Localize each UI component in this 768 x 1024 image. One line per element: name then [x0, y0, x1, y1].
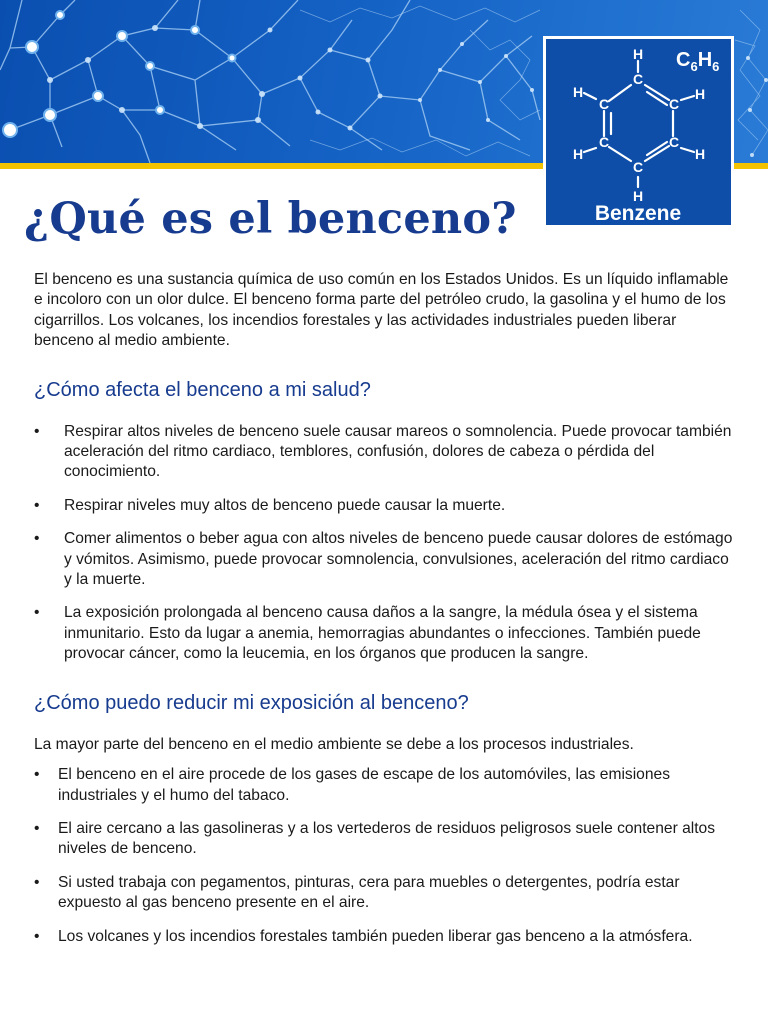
atom-label: H [572, 84, 584, 100]
page-title: ¿Qué es el benceno? [24, 194, 517, 244]
list-item [34, 765, 734, 806]
bullet-icon: • [34, 819, 40, 837]
bond [647, 92, 667, 105]
list-item-text: Respirar niveles muy altos de benceno puede causar la muerte. [64, 496, 506, 514]
atom-label: C [632, 159, 644, 175]
bond [609, 147, 631, 161]
bond [609, 85, 631, 101]
chemical-formula: $C_6H_6$ [676, 49, 720, 74]
list-item-text: Los volcanes y los incendios forestales también pueden liberar gas benceno a la atmósfera. [58, 927, 693, 945]
list-item-text: Respirar altos niveles de benceno suele causar mareos o somnolencia. Puede provocar también aceleración del ritmo cardiaco, temblores, confusión, dolores de cabeza o pérdida del conocimiento. [64, 422, 732, 481]
list-item [34, 603, 734, 664]
list-item [34, 529, 734, 590]
bond [584, 148, 596, 152]
list-item [34, 496, 734, 516]
exposure-lead-paragraph: La mayor parte del benceno en el medio ambiente se debe a los procesos industriales. [34, 735, 634, 753]
bullet-icon: • [34, 873, 40, 891]
bullet-icon: • [34, 766, 40, 784]
intro-paragraph: El benceno es una sustancia química de uso común en los Estados Unidos. Es un líquido inflamable e incoloro con un olor dulce. El benceno forma parte del petróleo crudo, la gasolina y el humo de los cigarrillos. Los volcanes, los incendios forestales y las actividades industriales pueden liberar benceno al medio ambiente. [34, 271, 729, 350]
section-heading-health: ¿Cómo afecta el benceno a mi salud? [34, 378, 371, 401]
list-item [34, 927, 734, 947]
atom-label: C [632, 71, 644, 87]
atom-label: C [668, 134, 680, 150]
atom-label: H [632, 46, 644, 62]
bullet-icon: • [34, 530, 40, 548]
atom-label: C [598, 134, 610, 150]
list-item-text: Comer alimentos o beber agua con altos niveles de benceno puede causar dolores de estómago y vómitos. Asimismo, puede provocar somnolencia, convulsiones, aceleración del ritmo cardiaco y la muerte. [64, 530, 733, 589]
bullet-icon: • [34, 604, 40, 622]
bond [681, 96, 694, 100]
list-item [34, 819, 734, 860]
list-item-text: El benceno en el aire procede de los gases de escape de los automóviles, las emisiones industriales y el humo del tabaco. [58, 766, 670, 804]
section-heading-exposure: ¿Cómo puedo reducir mi exposición al benceno? [34, 691, 469, 714]
benzene-structure-diagram [546, 39, 731, 225]
list-item [34, 422, 734, 483]
bond [584, 93, 596, 99]
atom-label: H [694, 86, 706, 102]
atom-label: H [632, 188, 644, 204]
list-item-text: El aire cercano a las gasolineras y a los vertederos de residuos peligrosos suele contener altos niveles de benceno. [58, 819, 716, 858]
list-item-text: Si usted trabaja con pegamentos, pinturas, cera para muebles o detergentes, podría estar expuesto al gas benceno presente en el aire. [58, 873, 680, 912]
list-item [34, 873, 734, 914]
bullet-icon: • [34, 927, 40, 945]
main-content [34, 270, 734, 960]
bullet-icon: • [34, 496, 40, 514]
atom-label: H [572, 146, 584, 162]
bullet-icon: • [34, 422, 40, 440]
atom-label: C [668, 96, 680, 112]
bond [681, 148, 694, 152]
exposure-sources-list [34, 765, 734, 947]
health-effects-list [34, 422, 734, 665]
benzene-structure-panel [543, 36, 734, 228]
molecule-caption: Benzene [594, 202, 682, 225]
list-item-text: La exposición prolongada al benceno causa daños a la sangre, la médula ósea y el sistema inmunitario. Esto da lugar a anemia, hemorragias abundantes o infecciones. También puede provocar cáncer, como la leucemia, en los órganos que producen la sangre. [64, 604, 701, 663]
atom-label: H [694, 146, 706, 162]
atom-label: C [598, 96, 610, 112]
